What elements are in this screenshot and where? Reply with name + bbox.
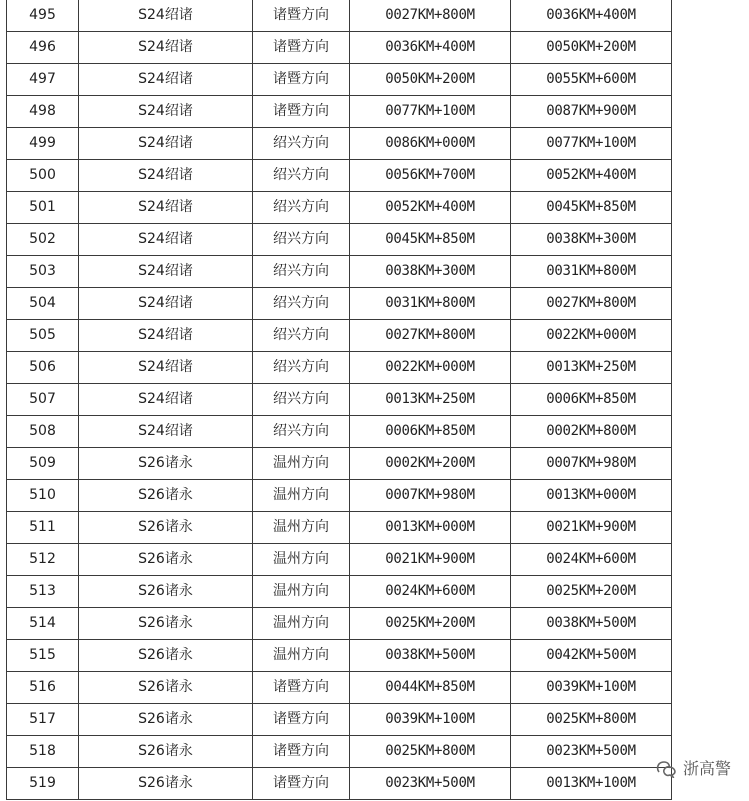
- direction-cell: 温州方向: [253, 544, 350, 576]
- end-stake-cell: 0038KM+300M: [511, 224, 672, 256]
- start-stake-cell: 0025KM+800M: [350, 736, 511, 768]
- table-row: [7, 704, 672, 736]
- end-stake-cell: 0021KM+900M: [511, 512, 672, 544]
- road-name-cell: S24绍诸: [79, 320, 253, 352]
- row-number-cell: 500: [7, 160, 79, 192]
- start-stake-cell: 0031KM+800M: [350, 288, 511, 320]
- row-number-cell: 506: [7, 352, 79, 384]
- road-name-cell: S24绍诸: [79, 416, 253, 448]
- row-number-cell: 508: [7, 416, 79, 448]
- row-number-cell: 496: [7, 32, 79, 64]
- road-name-cell: S26诸永: [79, 448, 253, 480]
- road-name-cell: S26诸永: [79, 672, 253, 704]
- road-name-cell: S26诸永: [79, 736, 253, 768]
- road-name-cell: S26诸永: [79, 704, 253, 736]
- watermark: [655, 756, 731, 779]
- direction-cell: 绍兴方向: [253, 384, 350, 416]
- start-stake-cell: 0027KM+800M: [350, 320, 511, 352]
- start-stake-cell: 0036KM+400M: [350, 32, 511, 64]
- row-number-cell: 497: [7, 64, 79, 96]
- end-stake-cell: 0077KM+100M: [511, 128, 672, 160]
- direction-cell: 温州方向: [253, 480, 350, 512]
- direction-cell: 诸暨方向: [253, 96, 350, 128]
- road-name-cell: S24绍诸: [79, 64, 253, 96]
- start-stake-cell: 0024KM+600M: [350, 576, 511, 608]
- row-number-cell: 514: [7, 608, 79, 640]
- road-name-cell: S26诸永: [79, 608, 253, 640]
- road-name-cell: S24绍诸: [79, 128, 253, 160]
- road-name-cell: S24绍诸: [79, 96, 253, 128]
- direction-cell: 温州方向: [253, 576, 350, 608]
- start-stake-cell: 0052KM+400M: [350, 192, 511, 224]
- table-body: [7, 0, 672, 800]
- row-number-cell: 511: [7, 512, 79, 544]
- table-row: [7, 224, 672, 256]
- direction-cell: 绍兴方向: [253, 192, 350, 224]
- road-name-cell: S24绍诸: [79, 0, 253, 32]
- end-stake-cell: 0013KM+100M: [511, 768, 672, 800]
- start-stake-cell: 0013KM+250M: [350, 384, 511, 416]
- table-row: [7, 288, 672, 320]
- road-name-cell: S26诸永: [79, 512, 253, 544]
- direction-cell: 温州方向: [253, 512, 350, 544]
- row-number-cell: 502: [7, 224, 79, 256]
- direction-cell: 绍兴方向: [253, 160, 350, 192]
- end-stake-cell: 0023KM+500M: [511, 736, 672, 768]
- road-name-cell: S24绍诸: [79, 384, 253, 416]
- start-stake-cell: 0007KM+980M: [350, 480, 511, 512]
- road-name-cell: S24绍诸: [79, 32, 253, 64]
- direction-cell: 绍兴方向: [253, 416, 350, 448]
- row-number-cell: 518: [7, 736, 79, 768]
- road-name-cell: S24绍诸: [79, 352, 253, 384]
- end-stake-cell: 0031KM+800M: [511, 256, 672, 288]
- road-name-cell: S26诸永: [79, 768, 253, 800]
- row-number-cell: 516: [7, 672, 79, 704]
- direction-cell: 温州方向: [253, 608, 350, 640]
- row-number-cell: 498: [7, 96, 79, 128]
- direction-cell: 诸暨方向: [253, 64, 350, 96]
- start-stake-cell: 0056KM+700M: [350, 160, 511, 192]
- road-name-cell: S26诸永: [79, 544, 253, 576]
- end-stake-cell: 0045KM+850M: [511, 192, 672, 224]
- row-number-cell: 495: [7, 0, 79, 32]
- start-stake-cell: 0002KM+200M: [350, 448, 511, 480]
- road-section-table: [6, 0, 672, 800]
- direction-cell: 诸暨方向: [253, 736, 350, 768]
- row-number-cell: 501: [7, 192, 79, 224]
- direction-cell: 温州方向: [253, 448, 350, 480]
- row-number-cell: 509: [7, 448, 79, 480]
- road-name-cell: S26诸永: [79, 480, 253, 512]
- wechat-official-account-icon: [655, 758, 679, 778]
- direction-cell: 诸暨方向: [253, 704, 350, 736]
- direction-cell: 诸暨方向: [253, 0, 350, 32]
- row-number-cell: 507: [7, 384, 79, 416]
- road-name-cell: S24绍诸: [79, 160, 253, 192]
- row-number-cell: 499: [7, 128, 79, 160]
- table-row: [7, 480, 672, 512]
- road-name-cell: S26诸永: [79, 640, 253, 672]
- direction-cell: 诸暨方向: [253, 32, 350, 64]
- end-stake-cell: 0002KM+800M: [511, 416, 672, 448]
- table-row: [7, 64, 672, 96]
- table-row: [7, 576, 672, 608]
- direction-cell: 绍兴方向: [253, 320, 350, 352]
- start-stake-cell: 0025KM+200M: [350, 608, 511, 640]
- table-row: [7, 768, 672, 800]
- table-row: [7, 608, 672, 640]
- start-stake-cell: 0013KM+000M: [350, 512, 511, 544]
- start-stake-cell: 0045KM+850M: [350, 224, 511, 256]
- start-stake-cell: 0086KM+000M: [350, 128, 511, 160]
- row-number-cell: 503: [7, 256, 79, 288]
- road-name-cell: S24绍诸: [79, 256, 253, 288]
- row-number-cell: 517: [7, 704, 79, 736]
- row-number-cell: 519: [7, 768, 79, 800]
- start-stake-cell: 0039KM+100M: [350, 704, 511, 736]
- start-stake-cell: 0021KM+900M: [350, 544, 511, 576]
- direction-cell: 绍兴方向: [253, 128, 350, 160]
- road-name-cell: S24绍诸: [79, 288, 253, 320]
- row-number-cell: 513: [7, 576, 79, 608]
- table-row: [7, 384, 672, 416]
- direction-cell: 绍兴方向: [253, 224, 350, 256]
- direction-cell: 温州方向: [253, 640, 350, 672]
- direction-cell: 绍兴方向: [253, 352, 350, 384]
- start-stake-cell: 0077KM+100M: [350, 96, 511, 128]
- end-stake-cell: 0013KM+250M: [511, 352, 672, 384]
- table-row: [7, 256, 672, 288]
- start-stake-cell: 0027KM+800M: [350, 0, 511, 32]
- start-stake-cell: 0050KM+200M: [350, 64, 511, 96]
- table-row: [7, 352, 672, 384]
- end-stake-cell: 0027KM+800M: [511, 288, 672, 320]
- end-stake-cell: 0052KM+400M: [511, 160, 672, 192]
- end-stake-cell: 0039KM+100M: [511, 672, 672, 704]
- start-stake-cell: 0038KM+300M: [350, 256, 511, 288]
- table-row: [7, 128, 672, 160]
- row-number-cell: 504: [7, 288, 79, 320]
- end-stake-cell: 0024KM+600M: [511, 544, 672, 576]
- row-number-cell: 505: [7, 320, 79, 352]
- road-name-cell: S24绍诸: [79, 224, 253, 256]
- direction-cell: 绍兴方向: [253, 288, 350, 320]
- table-row: [7, 192, 672, 224]
- row-number-cell: 510: [7, 480, 79, 512]
- road-name-cell: S26诸永: [79, 576, 253, 608]
- road-name-cell: S24绍诸: [79, 192, 253, 224]
- end-stake-cell: 0036KM+400M: [511, 0, 672, 32]
- table-row: [7, 32, 672, 64]
- table-row: [7, 672, 672, 704]
- direction-cell: 诸暨方向: [253, 768, 350, 800]
- table-row: [7, 544, 672, 576]
- table-row: [7, 512, 672, 544]
- end-stake-cell: 0007KM+980M: [511, 448, 672, 480]
- start-stake-cell: 0006KM+850M: [350, 416, 511, 448]
- table-row: [7, 96, 672, 128]
- table-row: [7, 0, 672, 32]
- table-row: [7, 640, 672, 672]
- end-stake-cell: 0055KM+600M: [511, 64, 672, 96]
- start-stake-cell: 0022KM+000M: [350, 352, 511, 384]
- table-row: [7, 416, 672, 448]
- direction-cell: 绍兴方向: [253, 256, 350, 288]
- watermark-text: 浙高警: [682, 759, 731, 778]
- start-stake-cell: 0023KM+500M: [350, 768, 511, 800]
- end-stake-cell: 0087KM+900M: [511, 96, 672, 128]
- start-stake-cell: 0038KM+500M: [350, 640, 511, 672]
- direction-cell: 诸暨方向: [253, 672, 350, 704]
- row-number-cell: 515: [7, 640, 79, 672]
- row-number-cell: 512: [7, 544, 79, 576]
- start-stake-cell: 0044KM+850M: [350, 672, 511, 704]
- end-stake-cell: 0042KM+500M: [511, 640, 672, 672]
- end-stake-cell: 0025KM+800M: [511, 704, 672, 736]
- end-stake-cell: 0022KM+000M: [511, 320, 672, 352]
- end-stake-cell: 0038KM+500M: [511, 608, 672, 640]
- end-stake-cell: 0006KM+850M: [511, 384, 672, 416]
- table-row: [7, 320, 672, 352]
- table-row: [7, 736, 672, 768]
- end-stake-cell: 0050KM+200M: [511, 32, 672, 64]
- table-row: [7, 448, 672, 480]
- table-row: [7, 160, 672, 192]
- end-stake-cell: 0013KM+000M: [511, 480, 672, 512]
- end-stake-cell: 0025KM+200M: [511, 576, 672, 608]
